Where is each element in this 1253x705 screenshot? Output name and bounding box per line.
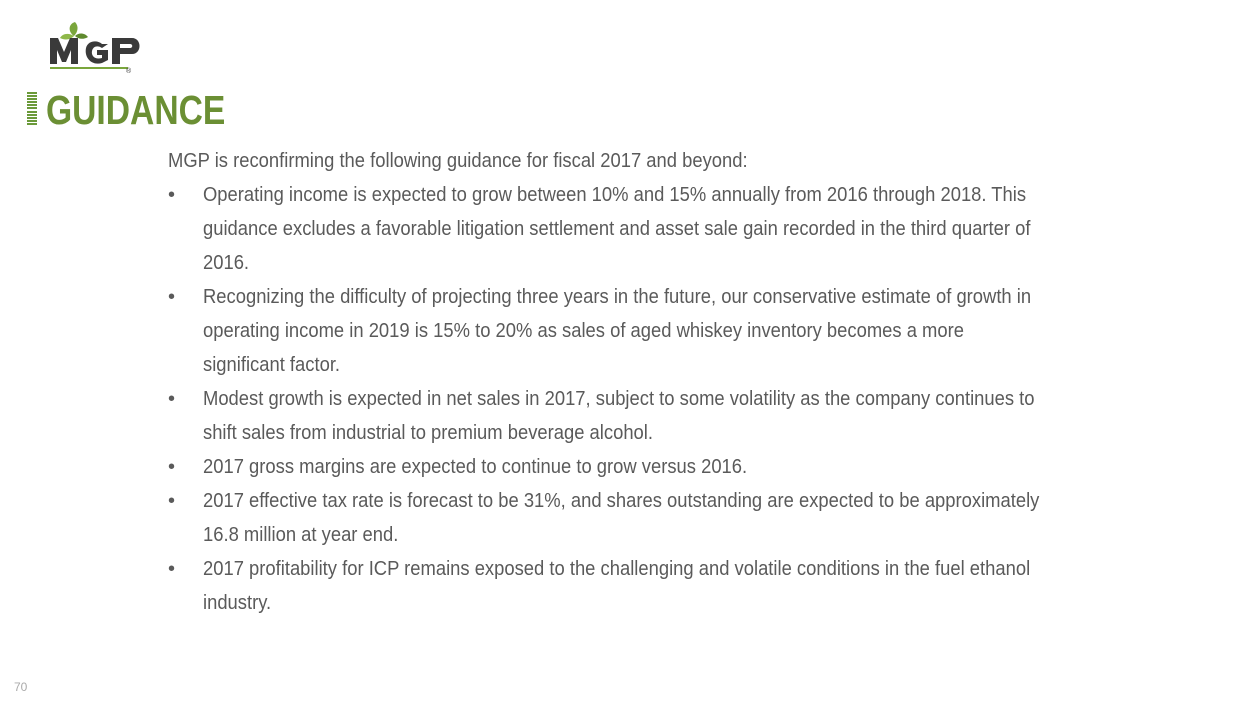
list-item: [168, 552, 1168, 620]
list-item-line: Modest growth is expected in net sales in 2017, subject to some volatility as the company continues to: [203, 388, 1035, 410]
list-item-line: industry.: [203, 592, 272, 614]
list-item: [168, 382, 1168, 450]
list-item-line: significant factor.: [203, 354, 341, 376]
intro-text: MGP is reconfirming the following guidance for fiscal 2017 and beyond:: [168, 150, 748, 172]
guidance-list: [168, 178, 1168, 620]
guidance-content: [168, 144, 1168, 620]
bullet-glyph: •: [168, 184, 176, 206]
bullet-glyph: •: [168, 388, 176, 410]
list-item-line: 2017 profitability for ICP remains exposed to the challenging and volatile conditions in the fuel ethanol: [203, 558, 1031, 580]
mgp-logo-mark: [50, 20, 150, 74]
bullet-glyph: •: [168, 456, 176, 478]
mgp-logo: [50, 20, 150, 74]
list-item: [168, 178, 1168, 280]
list-item: [168, 484, 1168, 552]
title-accent-bar: [27, 92, 37, 126]
list-item-line: 2016.: [203, 252, 250, 274]
list-item-line: Operating income is expected to grow between 10% and 15% annually from 2016 through 2018. This: [203, 184, 1027, 206]
list-item-line: 2017 gross margins are expected to continue to grow versus 2016.: [203, 456, 748, 478]
registered-mark: ®: [126, 68, 132, 74]
page-title: GUIDANCE: [46, 87, 226, 133]
bullet-glyph: •: [168, 558, 176, 580]
list-item-line: guidance excludes a favorable litigation settlement and asset sale gain recorded in the third quarter of: [203, 218, 1031, 240]
list-item: [168, 280, 1168, 382]
bullet-glyph: •: [168, 490, 176, 512]
page-number: 70: [14, 680, 28, 694]
list-item-line: operating income in 2019 is 15% to 20% as sales of aged whiskey inventory becomes a more: [203, 320, 964, 342]
list-item-line: Recognizing the difficulty of projecting three years in the future, our conservative estimate of growth in: [203, 286, 1032, 308]
list-item-line: shift sales from industrial to premium beverage alcohol.: [203, 422, 653, 444]
list-item: [168, 450, 1168, 484]
bullet-glyph: •: [168, 286, 176, 308]
list-item-line: 16.8 million at year end.: [203, 524, 399, 546]
list-item-line: 2017 effective tax rate is forecast to be 31%, and shares outstanding are expected to be approximately: [203, 490, 1040, 512]
